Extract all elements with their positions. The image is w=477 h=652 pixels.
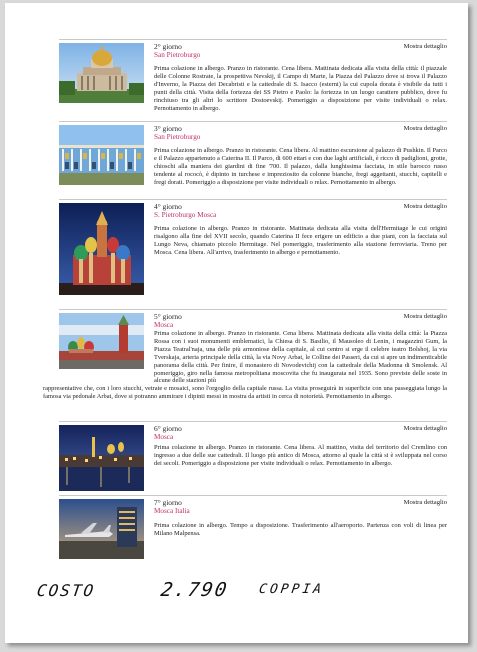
day-title: 4° giorno: [154, 202, 182, 211]
st-basil-cathedral-night-photo: [59, 203, 144, 295]
day-section-7: [59, 495, 447, 566]
day-city-link[interactable]: Mosca Italia: [154, 507, 190, 516]
day-description: Prima colazione in albergo. Tempo a disposizione. Trasferimento all'aeroporto. Partenza con voli di linea per Milano Malpensa.: [154, 522, 447, 537]
handwritten-price: 2.790: [159, 579, 231, 601]
day-title: 6° giorno: [154, 424, 182, 433]
day-city-link[interactable]: S. Pietroburgo Mosca: [154, 211, 217, 220]
moscow-river-night-photo: [59, 425, 144, 491]
day-section-4: [59, 199, 447, 310]
show-detail-link[interactable]: Mostra dettaglio: [403, 425, 447, 432]
day-description: Prima colazione in albergo. Pranzo in ristorante. Cena libera. Al mattino, visita del territorio del Cremlino con ingresso a due delle sue cattedrali. Il luogo più antico di Mosca, attorno al quale la città si è sviluppata nel corso dei secoli. Pomeriggio a disposizione per visite individuali o relax. Pernottamento in albergo.: [154, 444, 447, 467]
day-title: 2° giorno: [154, 42, 182, 51]
handwritten-couple-label: COPPIA: [257, 582, 326, 597]
catherine-palace-photo: [59, 125, 144, 185]
show-detail-link[interactable]: Mostra dettaglio: [403, 203, 447, 210]
day-city-link[interactable]: San Pietroburgo: [154, 51, 201, 60]
day-description: Prima colazione in albergo. Pranzo in ristorante. Cena libera. Al mattino escursione al palazzo di Pushkin. Il Parco e il Palazzo appartenuto a Caterina II. Il Parco, di 600 ettari e con due laghi artificiali, è ricco di padiglioni, grotte, chioschi alla maniera dei giardini di fine '700. Il palazzo, dalla lunghissima facciata, in stile barocco russo tendente al rococò, è dipinto in turchese e impreziosito da colonne bianche, fregi aggettanti, stucchi, capitelli e fregi dorati. Pomeriggio a disposizione per visite individuali o relax. Pernottamento in albergo.: [154, 147, 447, 186]
day-description-continued: rappresentative che, con i loro stucchi, vetrate e mosaici, sono l'orgoglio della capitale russa. La visita proseguirà in superficie con una passeggiata lungo la famosa via pedonale Arbat, dove si potranno ammirare i dipinti messi in mostra da artisti in cerca di notorietà. Pernottamento in albergo.: [43, 385, 447, 400]
day-title: 3° giorno: [154, 124, 182, 133]
day-section-3: [59, 121, 447, 204]
day-section-6: [59, 421, 447, 500]
handwritten-cost-label: COSTO: [35, 581, 97, 600]
day-description: Prima colazione in albergo. Pranzo in ristorante. Mattinata dedicata alla visita dell'Hermitage le cui origini risalgono alla fine del XVII secolo, quando Caterina II fece erigere un edificio a due piani, con la facciata sul Lungo Neva, chiamato piccolo Hermitage. Nel pomeriggio, trasferimento alla stazione ferroviaria. Treno per Mosca. Cena libera. All'arrivo, trasferimento in albergo e pernottamento.: [154, 225, 447, 256]
red-square-kremlin-photo: [59, 313, 144, 369]
day-city-link[interactable]: San Pietroburgo: [154, 133, 201, 142]
day-city-link[interactable]: Mosca: [154, 321, 174, 330]
show-detail-link[interactable]: Mostra dettaglio: [403, 43, 447, 50]
day-header: [154, 499, 447, 521]
day-header: [154, 43, 447, 65]
st-isaac-cathedral-photo: [59, 43, 144, 103]
day-header: [154, 125, 447, 147]
day-city-link[interactable]: Mosca: [154, 433, 174, 442]
document-page: [5, 3, 468, 643]
day-header: [154, 203, 447, 225]
show-detail-link[interactable]: Mostra dettaglio: [403, 313, 447, 320]
day-title: 5° giorno: [154, 312, 182, 321]
day-section-5: [43, 309, 447, 424]
day-description: Prima colazione in albergo. Pranzo in ristorante. Cena libera. Mattinata dedicata alla visita della città: la Piazza Rossa con i suoi monumenti emblematici, la Chiesa di S. Basilio, il Mausoleo di Lenin, i magazzini Gum, la Piazza Teatral'naja, una delle più armoniose della capitale, al cui centro si erge il celebre teatro Bolshoj, la via Tverskaja, arteria principale della città, la via Novy Arbat, le Colline dei Passeri, da cui si apre un indimenticabile panorama della città. Per finire, il monastero di Novodevichij con la cattedrale della Madonna di Smolensk. Al pomeriggio, giro nella famosa metropolitana moscovita che fu inaugurata nel 1935. Sono previste delle soste in alcune delle stazioni più: [154, 330, 447, 385]
day-title: 7° giorno: [154, 498, 182, 507]
day-section-2: [59, 39, 447, 122]
show-detail-link[interactable]: Mostra dettaglio: [403, 125, 447, 132]
airplane-airport-photo: [59, 499, 144, 559]
show-detail-link[interactable]: Mostra dettaglio: [403, 499, 447, 506]
day-description: Prima colazione in albergo. Pranzo in ristorante. Cena libera. Mattinata dedicata alla visita della città: il piazzale delle Colonne Rostrate, la prospettiva Nevskij, il Campo di Marte, la Piazza del Palazzo dove si trova il Palazzo d'Inverno, la Piazza dei Decabristi e la cattedrale di S. Isacco (esterni) la cui cupola dorata è visibile da tutti i punti della città. Visita della fortezza dei SS Pietro e Paolo: la fortezza in un luogo carattere pubblico, dove fu rinchiuso tra gli altri lo scrittore Dostoevskij. Pomeriggio a disposizione per visite individuali o relax. Pernottamento in albergo.: [154, 65, 447, 112]
handwritten-price-note: [37, 581, 357, 603]
